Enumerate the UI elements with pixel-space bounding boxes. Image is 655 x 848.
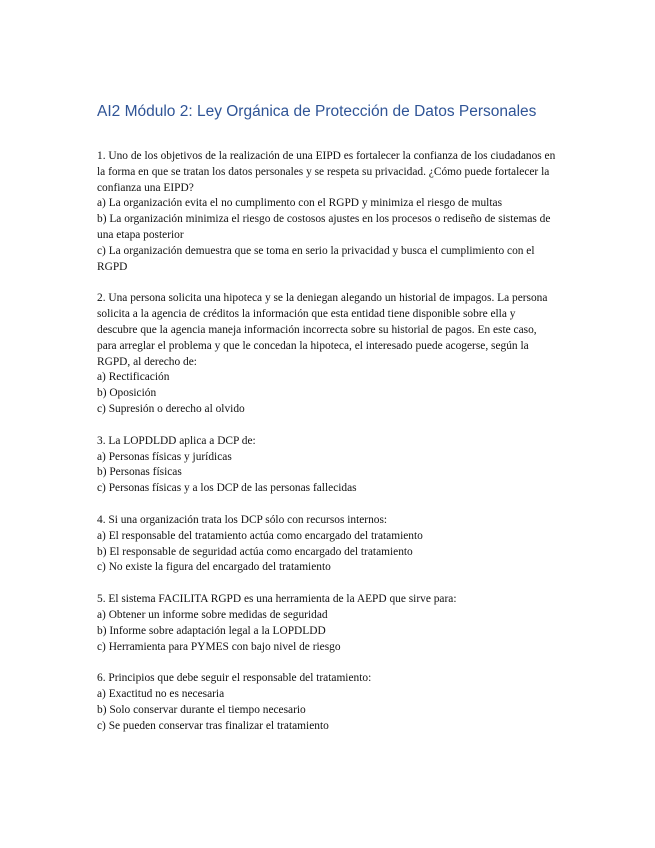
- question-text: 6. Principios que debe seguir el responsable del tratamiento:: [97, 672, 372, 685]
- answer-option-b: b) Informe sobre adaptación legal a la LOPDLDD: [97, 624, 326, 637]
- question-2: [97, 291, 557, 417]
- question-1: [97, 149, 557, 275]
- answer-option-c: c) Supresión o derecho al olvido: [97, 402, 245, 415]
- question-text: 1. Uno de los objetivos de la realización de una EIPD es fortalecer la confianza de los ciudadanos en la forma en que se tratan los datos personales y se respeta su privacidad. ¿Cómo puede fortalecer la confianza una EIPD?: [97, 150, 556, 194]
- question-list: [97, 149, 557, 751]
- answer-option-a: a) La organización evita el no cumplimento con el RGPD y minimiza el riesgo de multas: [97, 197, 502, 210]
- answer-option-b: b) Oposición: [97, 387, 157, 400]
- document-title: AI2 Módulo 2: Ley Orgánica de Protección de Datos Personales: [97, 103, 537, 120]
- question-4: [97, 513, 557, 576]
- answer-option-c: c) Se pueden conservar tras finalizar el tratamiento: [97, 719, 329, 732]
- answer-option-b: b) El responsable de seguridad actúa como encargado del tratamiento: [97, 545, 413, 558]
- answer-option-a: a) Personas físicas y jurídicas: [97, 450, 232, 463]
- answer-option-b: b) La organización minimiza el riesgo de costosos ajustes en los procesos o rediseño de sistemas de una etapa posterior: [97, 213, 551, 241]
- answer-option-c: c) No existe la figura del encargado del tratamiento: [97, 561, 331, 574]
- answer-option-a: a) Rectificación: [97, 371, 170, 384]
- answer-option-b: b) Solo conservar durante el tiempo necesario: [97, 703, 306, 716]
- answer-option-a: a) El responsable del tratamiento actúa como encargado del tratamiento: [97, 529, 423, 542]
- question-text: 2. Una persona solicita una hipoteca y se la deniegan alegando un historial de impagos. La persona solicita a la agencia de créditos la información que esta entidad tiene disponible sobre ella y descubre que la agencia maneja información incorrecta sobre su historial de pagos. En este caso, para arreglar el problema y que le concedan la hipoteca, el interesado puede acogerse, según la RGPD, al derecho de:: [97, 292, 548, 368]
- question-text: 4. Si una organización trata los DCP sólo con recursos internos:: [97, 513, 388, 526]
- question-3: [97, 434, 557, 497]
- answer-option-c: c) Personas físicas y a los DCP de las personas fallecidas: [97, 482, 357, 495]
- question-5: [97, 592, 557, 655]
- answer-option-c: c) Herramienta para PYMES con bajo nivel de riesgo: [97, 640, 341, 653]
- answer-option-a: a) Obtener un informe sobre medidas de seguridad: [97, 608, 328, 621]
- question-6: [97, 671, 557, 734]
- question-text: 3. La LOPDLDD aplica a DCP de:: [97, 434, 256, 447]
- question-text: 5. El sistema FACILITA RGPD es una herramienta de la AEPD que sirve para:: [97, 593, 457, 606]
- answer-option-b: b) Personas físicas: [97, 466, 182, 479]
- answer-option-c: c) La organización demuestra que se toma en serio la privacidad y busca el cumplimiento con el RGPD: [97, 244, 535, 273]
- answer-option-a: a) Exactitud no es necesaria: [97, 688, 225, 701]
